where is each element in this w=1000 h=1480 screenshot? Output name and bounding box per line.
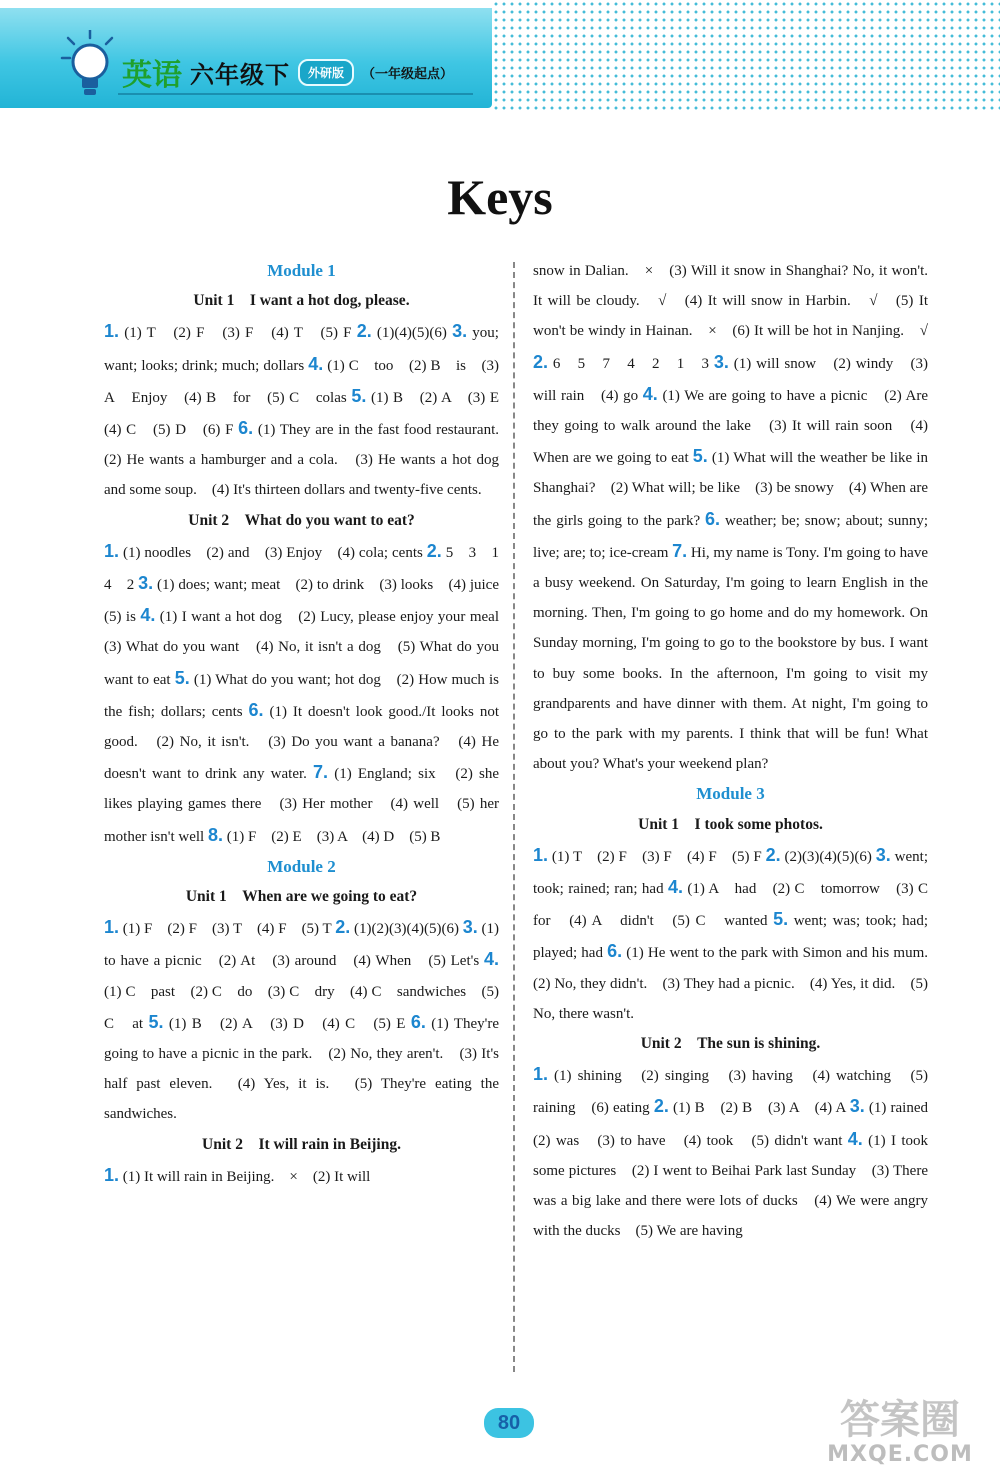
subject-label: 英语 (122, 58, 182, 93)
answer-text: (1) to have a picnic (2) At (3) around (4) When (5) Let's (104, 921, 499, 970)
answer-text: (1) They're going to have a picnic in the park. (2) No, they aren't. (3) It's half past eleven. (4) Yes, it is. (5) They're eating the sandwiches. (104, 1015, 499, 1123)
answer-text: 6 5 7 4 2 1 3 (548, 355, 714, 372)
answer-text: (1) F (2) F (3) T (4) F (5) T (119, 921, 336, 938)
page-header (0, 0, 1000, 112)
question-number: 4. (642, 383, 658, 404)
answer-text: (1) A had (2) C tomorrow (3) C for (4) A didn't (5) C wanted (533, 881, 943, 930)
question-number: 5. (148, 1011, 164, 1032)
question-number: 4. (308, 353, 324, 374)
unit-heading: Unit 1 When are we going to eat? (185, 888, 418, 906)
answer-text: (1) He went to the park with Simon and his mum. (2) No, they didn't. (3) They had a picnic. (4) Yes, it did. (5) No, there wasn't. (533, 945, 944, 1022)
answer-text: (1) What will the weather be like in Shanghai? (2) What will; be like (3) be snowy (4) When are the girls going to the park? (533, 450, 928, 529)
question-number: 3. (849, 1096, 865, 1117)
question-number: 8. (207, 824, 223, 845)
answer-text: weather; be; snow; about; sunny; live; are; to; ice-cream (533, 512, 929, 561)
question-number: 1. (533, 844, 549, 865)
answer-text: you; want; looks; drink; much; dollars (104, 325, 499, 374)
unit-heading: Unit 2 The sun is shining. (640, 1035, 821, 1053)
answer-text: (1) T (2) F (3) F (4) T (5) F (119, 325, 357, 342)
answer-text: (1) B (2) A (3) D (4) C (5) E (163, 1015, 411, 1032)
question-number: 1. (104, 1164, 120, 1185)
answer-text: (1) I want a hot dog (2) Lucy, please enjoy your meal (3) What do you want (4) No, it isn't a dog (5) What do you want to eat (104, 609, 515, 688)
answer-text: (1) C too (2) B is (3) A Enjoy (4) B for (5) C colas (104, 357, 499, 406)
answer-text: (1) will snow (2) windy (3) will rain (4) go (533, 355, 928, 404)
answer-paragraph (104, 316, 515, 505)
module-heading: Module 3 (696, 784, 765, 804)
question-number: 6. (238, 418, 254, 439)
answer-text: (1)(4)(5)(6) (371, 325, 453, 342)
question-number: 5. (351, 385, 367, 406)
question-number: 4. (483, 949, 499, 970)
answer-text: (1) England; six (2) she likes playing games there (3) Her mother (4) well (5) her mother isn't well (104, 766, 499, 845)
answer-text: went; took; rained; ran; had (533, 848, 928, 898)
answer-text: (1) B (2) B (3) A (4) A (668, 1100, 850, 1117)
answer-text: (2)(3)(4)(5)(6) (780, 848, 876, 865)
answer-text: (1) T (2) F (3) F (4) F (5) F (548, 848, 766, 865)
answer-text: (1) shining (2) singing (3) having (4) watching (5) raining (6) eating (533, 1068, 928, 1117)
question-number: 4. (847, 1128, 863, 1149)
question-number: 1. (104, 540, 120, 561)
answer-paragraph (533, 256, 928, 779)
answer-text: (1)(2)(3)(4)(5)(6) (350, 921, 463, 938)
answer-text: (1) What do you want; hot dog (2) How much is the fish; dollars; cents (104, 671, 500, 720)
answer-text: 5 3 1 4 2 (104, 544, 514, 594)
header-underline (118, 93, 473, 95)
answer-text: (1) F (2) E (3) A (4) D (5) B (222, 828, 441, 845)
answer-text: (1) They are in the fast food restaurant. (2) He wants a hamburger and a cola. (3) He wants a hot dog and some soup. (4) It's thirteen dollars and twenty-five cents. (104, 422, 515, 499)
answer-text: (1) It doesn't look good./It looks not good. (2) No, it isn't. (3) Do you want a banana? (4) He doesn't want to drink any water. (104, 703, 499, 783)
grade-label: 六年级下 (190, 60, 290, 89)
answer-paragraph (104, 1160, 499, 1192)
question-number: 7. (672, 540, 688, 561)
question-number: 6. (607, 941, 623, 962)
answer-text: (1) B (2) A (3) E (4) C (5) D (6) F (104, 389, 515, 439)
module-heading: Module 2 (267, 856, 336, 876)
answer-paragraph (104, 536, 515, 852)
answer-text: (1) does; want; meat (2) to drink (3) looks (4) juice (5) is (104, 577, 515, 626)
question-number: 5. (174, 667, 190, 688)
page-number: 80 (484, 1408, 534, 1438)
answer-text: Hi, my name is Tony. I'm going to have a busy weekend. On Saturday, I'm going to learn English in the morning. Then, I'm going to go home and do my homework. On Sunday morning, I'm going to go to the bookstore by bus. I want to buy some books. In the afternoon, I'm going to visit my grandparents and have dinner with them. At night, I'm going to go to the park with my parents. I think that will be fun! What about you? What's your weekend plan? (533, 544, 928, 773)
edition-badge: 外研版 (298, 59, 354, 86)
answer-text: went; was; took; had; played; had (533, 913, 929, 962)
module-heading: Module 1 (267, 261, 336, 280)
question-number: 5. (773, 909, 789, 930)
question-number: 2. (335, 917, 351, 938)
answer-text: (1) We are going to have a picnic (2) Are they going to walk around the lake (3) It will rain soon (4) When are we going to eat (533, 387, 928, 467)
watermark-url: MXQE.COM (827, 1442, 973, 1467)
answer-paragraph (533, 840, 944, 1029)
question-number: 2. (356, 321, 372, 342)
question-number: 3. (452, 321, 468, 342)
answer-text: (1) C past (2) C do (3) C dry (4) C sandwiches (5) C at (104, 983, 499, 1032)
answer-text: (1) noodles (2) and (3) Enjoy (4) cola; cents (119, 544, 427, 561)
page-title: Keys (447, 169, 553, 225)
question-number: 2. (765, 844, 781, 865)
question-number: 1. (533, 1064, 549, 1085)
answer-paragraph (104, 912, 499, 1129)
question-number: 4. (667, 877, 683, 898)
question-number: 6. (705, 508, 721, 529)
column-divider (513, 262, 515, 1372)
unit-heading: Unit 1 I want a hot dog, please. (193, 292, 410, 310)
starting-point-label: （一年级起点） (362, 66, 454, 82)
answer-text: (1) It will rain in Beijing. × (2) It will (119, 1168, 371, 1185)
question-number: 7. (313, 762, 329, 783)
question-number: 6. (248, 699, 264, 720)
left-column (104, 256, 515, 1192)
question-number: 2. (653, 1096, 669, 1117)
answer-text: (1) rained (2) was (3) to have (4) took (5) didn't want (533, 1100, 944, 1149)
watermark (810, 1398, 990, 1474)
header-dot-pattern (492, 0, 1000, 112)
answer-paragraph (533, 1059, 944, 1246)
question-number: 3. (138, 573, 154, 594)
question-number: 4. (140, 605, 156, 626)
question-number: 5. (692, 446, 708, 467)
question-number: 3. (875, 844, 891, 865)
question-number: 3. (462, 917, 478, 938)
lightbulb-icon (60, 30, 120, 100)
right-column (533, 256, 944, 1247)
answer-text: (1) I took some pictures (2) I went to Beihai Park last Sunday (3) There was a big lake and there were lots of ducks (4) We were angry with the ducks (5) We are having (533, 1132, 929, 1240)
unit-heading: Unit 1 I took some photos. (638, 815, 823, 833)
question-number: 1. (104, 917, 120, 938)
question-number: 2. (533, 351, 549, 372)
question-number: 3. (713, 351, 729, 372)
unit-heading: Unit 2 What do you want to eat? (188, 511, 415, 529)
question-number: 6. (410, 1011, 426, 1032)
question-number: 2. (426, 540, 442, 561)
question-number: 1. (104, 321, 120, 342)
book-title (122, 50, 453, 94)
unit-heading: Unit 2 It will rain in Beijing. (202, 1135, 401, 1153)
watermark-logo: 答案圈 (840, 1397, 960, 1443)
answer-text: snow in Dalian. × (3) Will it snow in Shanghai? No, it won't. It will be cloudy. √ (4) It will snow in Harbin. √ (5) It won't be windy in Hainan. × (6) It will be hot in Nanjing. √ (533, 263, 928, 340)
